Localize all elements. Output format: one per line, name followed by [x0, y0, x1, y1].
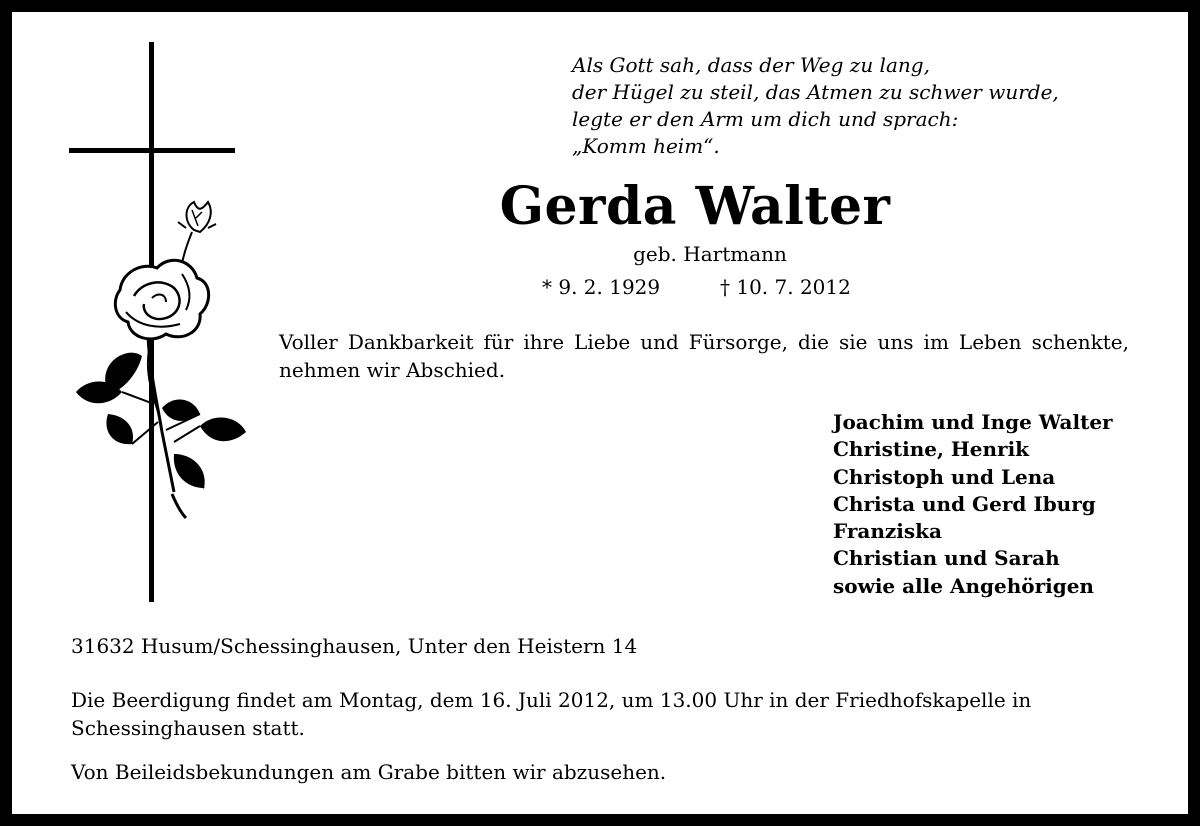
funeral-info: Die Beerdigung findet am Montag, dem 16. Juli 2012, um 13.00 Uhr in der Friedhofskapelle in Schessinghausen statt. [71, 688, 1032, 740]
deceased-name: Gerda Walter [499, 176, 891, 237]
family-list [833, 409, 1113, 600]
family-member: Joachim und Inge Walter [833, 410, 1113, 434]
poem-line: der Hügel zu steil, das Atmen zu schwer wurde, [572, 80, 1059, 104]
maiden-name: geb. Hartmann [633, 242, 787, 266]
poem [572, 52, 1059, 160]
obituary-notice [12, 12, 1188, 814]
life-dates [542, 273, 851, 301]
address: 31632 Husum/Schessinghausen, Unter den Heistern 14 [71, 634, 638, 658]
family-member: Christine, Henrik [833, 437, 1030, 462]
cross-with-rose-icon [62, 42, 247, 602]
family-member: Christoph und Lena [833, 464, 1056, 489]
family-member: Christian und Sarah [833, 546, 1060, 571]
poem-line: „Komm heim“. [572, 134, 720, 158]
family-member: sowie alle Angehörigen [833, 573, 1094, 598]
gratitude-text: Voller Dankbarkeit für ihre Liebe und Fürsorge, die sie uns im Leben schenkte, nehmen wir Abschied. [279, 330, 1129, 382]
condolence-note: Von Beileidsbekundungen am Grabe bitten wir abzusehen. [71, 760, 667, 784]
death-date: † 10. 7. 2012 [720, 275, 851, 299]
family-member: Christa und Gerd Iburg [833, 491, 1096, 516]
family-member: Franziska [833, 519, 942, 544]
poem-line: Als Gott sah, dass der Weg zu lang, [572, 53, 930, 77]
birth-date: * 9. 2. 1929 [542, 275, 661, 299]
poem-line: legte er den Arm um dich und sprach: [572, 107, 959, 131]
